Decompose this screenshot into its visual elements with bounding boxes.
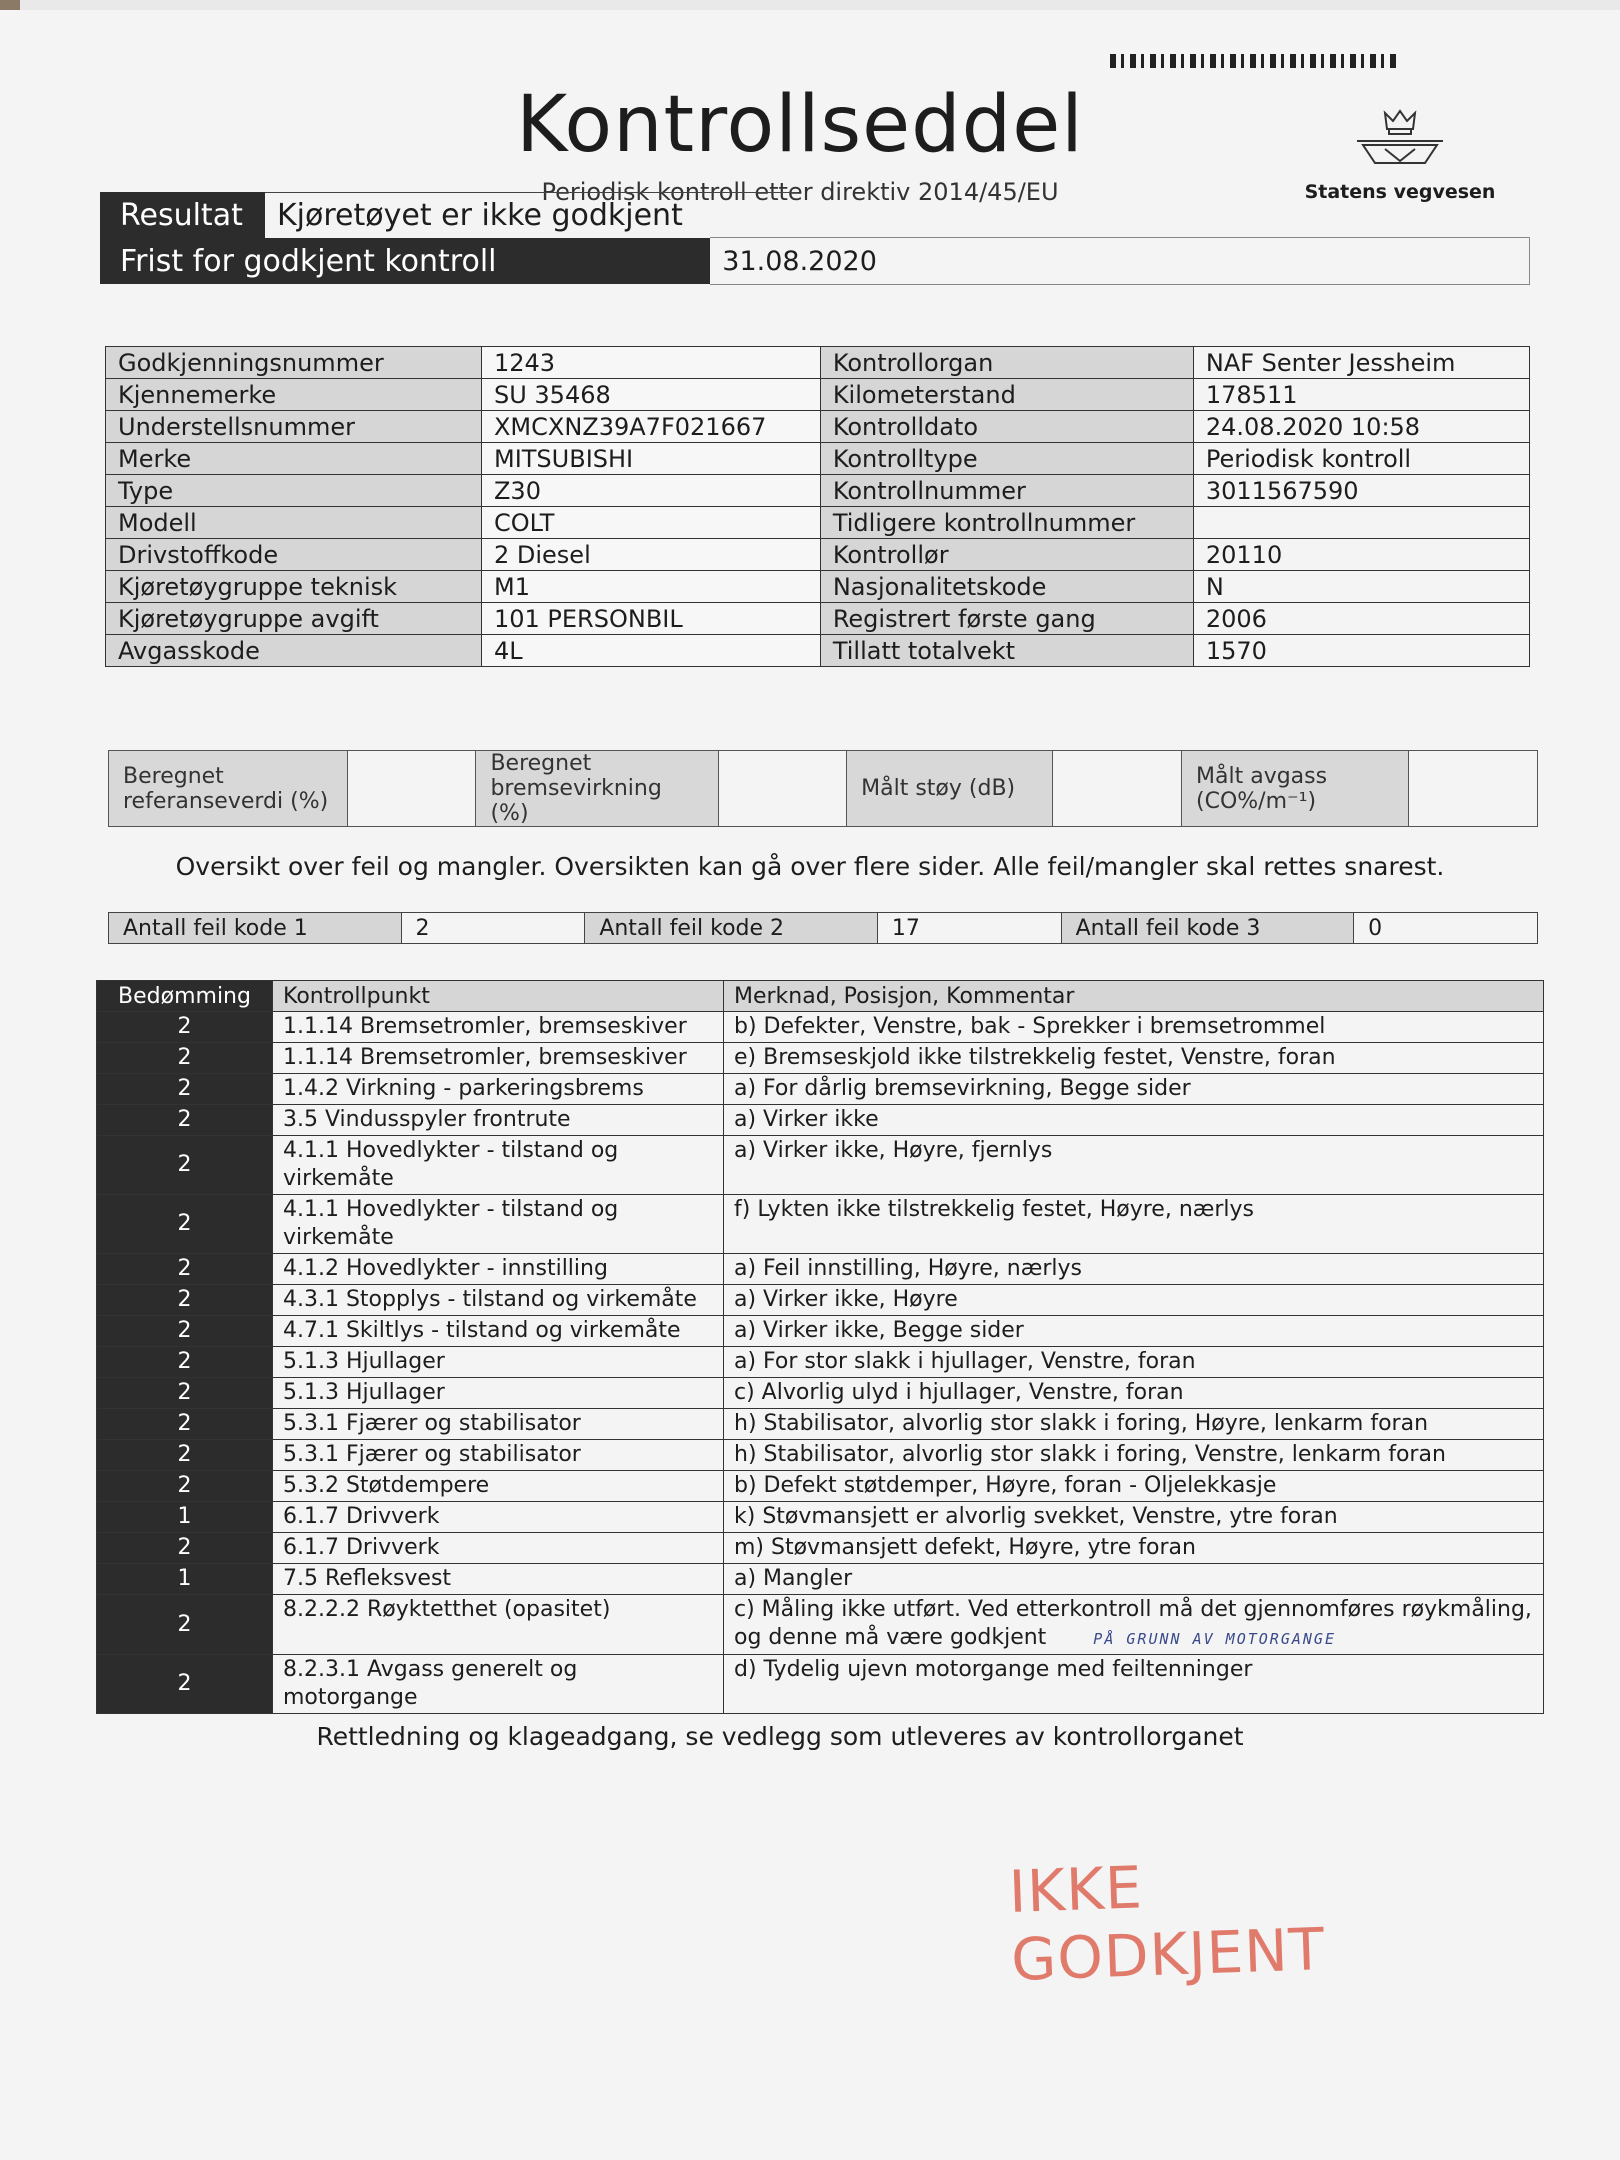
document-page [0,10,1620,2160]
info-value: 2006 [1193,603,1529,635]
guidance-text: Rettledning og klageadgang, se vedlegg som utleveres av kontrollorganet [316,1722,1244,1751]
point-cell: 5.3.1 Fjærer og stabilisator [273,1440,724,1471]
result-section [100,192,1530,284]
info-label: Registrert første gang [820,603,1193,635]
rating-cell: 1 [97,1502,273,1533]
kontrollorgan-label: Kontrollorgan [820,347,1193,379]
info-label: Tillatt totalvekt [820,635,1193,667]
remark-cell: a) For stor slakk i hjullager, Venstre, foran [724,1347,1544,1378]
table-row [97,1347,1544,1378]
info-value: 101 PERSONBIL [481,603,820,635]
remark-cell: a) Mangler [724,1564,1544,1595]
logo-text: Statens vegvesen [1304,181,1496,203]
rating-cell: 2 [97,1533,273,1564]
info-value: 2 Diesel [481,539,820,571]
defects-table [96,980,1544,1714]
info-label: Godkjenningsnummer [106,347,482,379]
point-cell: 7.5 Refleksvest [273,1564,724,1595]
remark-cell: b) Defekter, Venstre, bak - Sprekker i bremsetrommel [724,1012,1544,1043]
point-cell: 8.2.3.1 Avgass generelt og motorgange [273,1655,724,1714]
info-label: Merke [106,443,482,475]
point-cell: 6.1.7 Drivverk [273,1533,724,1564]
remark-text: c) Måling ikke utført. Ved etterkontroll må det gjennomføres røykmåling, og denne må være godkjent [734,1597,1532,1650]
rating-cell: 2 [97,1347,273,1378]
remark-cell: a) Virker ikke, Høyre, fjernlys [724,1136,1544,1195]
info-value [1193,507,1529,539]
overview-text: Oversikt over feil og mangler. Oversikten kan gå over flere sider. Alle feil/mangler skal rettes snarest. [175,852,1445,881]
remark-cell: m) Støvmansjett defekt, Høyre, ytre foran [724,1533,1544,1564]
table-row [97,1136,1544,1195]
not-approved-stamp: IKKE GODKJENT [1007,1853,1327,1994]
table-row [97,1285,1544,1316]
remark-cell: a) Feil innstilling, Høyre, nærlys [724,1254,1544,1285]
rating-cell: 2 [97,1595,273,1655]
point-cell: 4.3.1 Stopplys - tilstand og virkemåte [273,1285,724,1316]
remark-cell: a) Virker ikke [724,1105,1544,1136]
info-label: Tidligere kontrollnummer [820,507,1193,539]
point-cell: 5.3.2 Støtdempere [273,1471,724,1502]
result-row [100,192,1530,238]
remark-cell: d) Tydelig ujevn motorgange med feiltenninger [724,1655,1544,1714]
info-value: MITSUBISHI [481,443,820,475]
remark-cell: b) Defekt støtdemper, Høyre, foran - Oljelekkasje [724,1471,1544,1502]
table-row [97,1564,1544,1595]
table-row [97,1378,1544,1409]
remark-cell: a) Virker ikke, Høyre [724,1285,1544,1316]
count-value: 0 [1354,913,1538,944]
measurement-label: Beregnet referanseverdi (%) [109,751,348,827]
info-label: Kjøretøygruppe teknisk [106,571,482,603]
table-row [97,1502,1544,1533]
barcode [1110,54,1400,68]
info-value: Periodisk kontroll [1193,443,1529,475]
statens-vegvesen-logo [1300,105,1500,203]
measurement-value [1053,751,1182,827]
crown-shield-icon [1355,105,1445,175]
info-label: Kontrollør [820,539,1193,571]
rating-cell: 2 [97,1285,273,1316]
point-cell: 4.1.1 Hovedlykter - tilstand og virkemåte [273,1195,724,1254]
header-rating: Bedømming [97,981,273,1012]
rating-cell: 2 [97,1471,273,1502]
table-row [97,1195,1544,1254]
count-value: 17 [877,913,1061,944]
info-label: Understellsnummer [106,411,482,443]
info-label: Kjennemerke [106,379,482,411]
info-label: Kontrollnummer [820,475,1193,507]
info-value: 24.08.2020 10:58 [1193,411,1529,443]
table-row [97,1316,1544,1347]
info-label: Type [106,475,482,507]
table-row [97,1655,1544,1714]
remark-cell: e) Bremseskjold ikke tilstrekkelig festet, Venstre, foran [724,1043,1544,1074]
deadline-row [100,238,1530,284]
info-label: Kilometerstand [820,379,1193,411]
rating-cell: 2 [97,1105,273,1136]
measurement-label: Beregnet bremsevirkning (%) [476,751,718,827]
point-cell: 8.2.2.2 Røyktetthet (opasitet) [273,1595,724,1655]
rating-cell: 2 [97,1254,273,1285]
info-label: Kontrolldato [820,411,1193,443]
document-subtitle: Periodisk kontroll etter direktiv 2014/45/EU [541,178,1059,206]
rating-cell: 2 [97,1409,273,1440]
count-label: Antall feil kode 2 [585,913,878,944]
info-row [106,411,1530,443]
defect-counts-table [108,912,1538,944]
point-cell: 6.1.7 Drivverk [273,1502,724,1533]
rating-cell: 2 [97,1655,273,1714]
info-label: Kjøretøygruppe avgift [106,603,482,635]
info-row [106,571,1530,603]
point-cell: 5.1.3 Hjullager [273,1347,724,1378]
point-cell: 5.3.1 Fjærer og stabilisator [273,1409,724,1440]
result-label: Resultat [100,192,265,238]
info-value: Z30 [481,475,820,507]
measurements-row [109,751,1538,827]
rating-cell: 2 [97,1378,273,1409]
point-cell: 5.1.3 Hjullager [273,1378,724,1409]
point-cell: 4.1.1 Hovedlykter - tilstand og virkemåte [273,1136,724,1195]
info-label: Drivstoffkode [106,539,482,571]
rating-cell: 2 [97,1043,273,1074]
counts-row [109,913,1538,944]
info-value: 1570 [1193,635,1529,667]
info-label: Nasjonalitetskode [820,571,1193,603]
table-row [97,1254,1544,1285]
defects-header-row [97,981,1544,1012]
rating-cell: 1 [97,1564,273,1595]
deadline-value: 31.08.2020 [710,237,1530,285]
deadline-label: Frist for godkjent kontroll [100,238,710,284]
info-label: Kontrolltype [820,443,1193,475]
remark-cell [724,1595,1544,1655]
info-value: 20110 [1193,539,1529,571]
measurement-value [1409,751,1538,827]
measurement-value [718,751,847,827]
table-row [97,1074,1544,1105]
info-row [106,475,1530,507]
point-cell: 1.4.2 Virkning - parkeringsbrems [273,1074,724,1105]
table-row [97,1409,1544,1440]
remark-cell: a) For dårlig bremsevirkning, Begge sider [724,1074,1544,1105]
point-cell: 4.7.1 Skiltlys - tilstand og virkemåte [273,1316,724,1347]
rating-cell: 2 [97,1440,273,1471]
info-value: 178511 [1193,379,1529,411]
header-point: Kontrollpunkt [273,981,724,1012]
vehicle-info-table [105,346,1530,667]
measurement-value [347,751,476,827]
measurements-table [108,750,1538,827]
table-row [97,1012,1544,1043]
info-row [106,379,1530,411]
info-value: 3011567590 [1193,475,1529,507]
table-row [97,1043,1544,1074]
result-value: Kjøretøyet er ikke godkjent [265,192,797,239]
rating-cell: 2 [97,1012,273,1043]
table-row [97,1471,1544,1502]
table-row [97,1533,1544,1564]
info-value: M1 [481,571,820,603]
info-value: SU 35468 [481,379,820,411]
point-cell: 1.1.14 Bremsetromler, bremseskiver [273,1012,724,1043]
remark-cell: h) Stabilisator, alvorlig stor slakk i foring, Høyre, lenkarm foran [724,1409,1544,1440]
measurement-label: Målt støy (dB) [847,751,1053,827]
rating-cell: 2 [97,1195,273,1254]
info-label: Modell [106,507,482,539]
handwritten-note: PÅ GRUNN AV MOTORGANGE [1093,1630,1336,1648]
remark-cell: h) Stabilisator, alvorlig stor slakk i foring, Venstre, lenkarm foran [724,1440,1544,1471]
point-cell: 4.1.2 Hovedlykter - innstilling [273,1254,724,1285]
remark-cell: a) Virker ikke, Begge sider [724,1316,1544,1347]
document-title: Kontrollseddel [516,80,1084,170]
count-label: Antall feil kode 1 [109,913,402,944]
rating-cell: 2 [97,1074,273,1105]
point-cell: 1.1.14 Bremsetromler, bremseskiver [273,1043,724,1074]
info-label: Avgasskode [106,635,482,667]
point-cell: 3.5 Vindusspyler frontrute [273,1105,724,1136]
info-value: N [1193,571,1529,603]
info-row [106,603,1530,635]
info-row [106,443,1530,475]
rating-cell: 2 [97,1136,273,1195]
header-remark: Merknad, Posisjon, Kommentar [724,981,1544,1012]
count-value: 2 [401,913,585,944]
rating-cell: 2 [97,1316,273,1347]
table-row [97,1440,1544,1471]
count-label: Antall feil kode 3 [1061,913,1354,944]
info-value: 1243 [481,347,820,379]
measurement-label: Målt avgass (CO%/m⁻¹) [1182,751,1409,827]
info-row [106,539,1530,571]
table-row [97,1595,1544,1655]
info-row [106,635,1530,667]
info-value: 4L [481,635,820,667]
info-row [106,347,1530,379]
remark-cell: f) Lykten ikke tilstrekkelig festet, Høyre, nærlys [724,1195,1544,1254]
remark-cell: k) Støvmansjett er alvorlig svekket, Venstre, ytre foran [724,1502,1544,1533]
remark-cell: c) Alvorlig ulyd i hjullager, Venstre, foran [724,1378,1544,1409]
table-row [97,1105,1544,1136]
info-value: COLT [481,507,820,539]
info-row [106,507,1530,539]
info-value: XMCXNZ39A7F021667 [481,411,820,443]
kontrollorgan-value: NAF Senter Jessheim [1193,347,1529,379]
